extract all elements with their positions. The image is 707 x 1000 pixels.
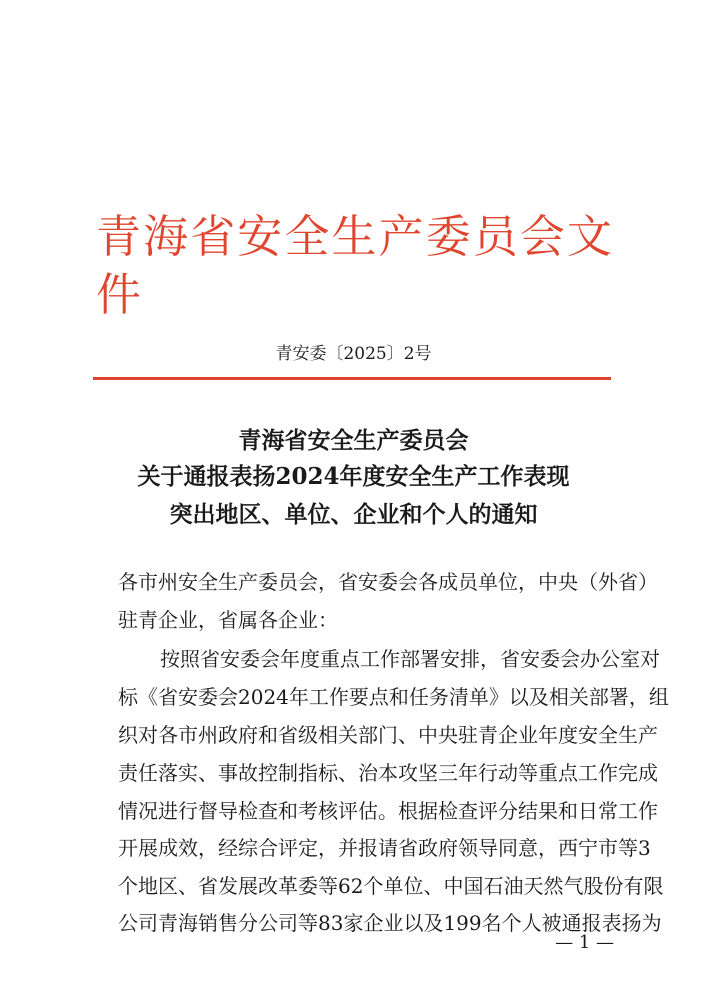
body-line: 按照省安委会年度重点工作部署安排，省安委会办公室对: [160, 647, 660, 671]
document-number: 青安委〔2025〕2号: [275, 344, 432, 364]
body-line: 公司青海销售分公司等83家企业以及199名个人被通报表扬为: [118, 911, 662, 935]
body-line: 织对各市州政府和省级相关部门、中央驻青企业年度安全生产: [118, 723, 658, 747]
notice-heading-line-2: 关于通报表扬2024年度安全生产工作表现: [137, 463, 570, 490]
notice-heading-line-1: 青海省安全生产委员会: [238, 427, 469, 454]
document-header-title: 青海省安全生产委员会文件: [96, 210, 612, 321]
page-number: — 1 —: [555, 932, 614, 953]
body-line: 个地区、省发展改革委等62个单位、中国石油天然气股份有限: [118, 874, 664, 898]
body-line: 情况进行督导检查和考核评估。根据检查评分结果和日常工作: [118, 799, 658, 823]
red-divider: [93, 377, 611, 380]
body-line: 各市州安全生产委员会，省安委会各成员单位，中央（外省）: [118, 570, 658, 594]
body-line: 标《省安委会2024年工作要点和任务清单》以及相关部署，组: [118, 685, 669, 709]
body-line: 驻青企业，省属各企业：: [118, 608, 338, 632]
body-line: 责任落实、事故控制指标、治本攻坚三年行动等重点工作完成: [118, 761, 658, 785]
notice-heading-line-3: 突出地区、单位、企业和个人的通知: [169, 501, 538, 528]
body-line: 开展成效，经综合评定，并报请省政府领导同意，西宁市等3: [118, 836, 651, 860]
